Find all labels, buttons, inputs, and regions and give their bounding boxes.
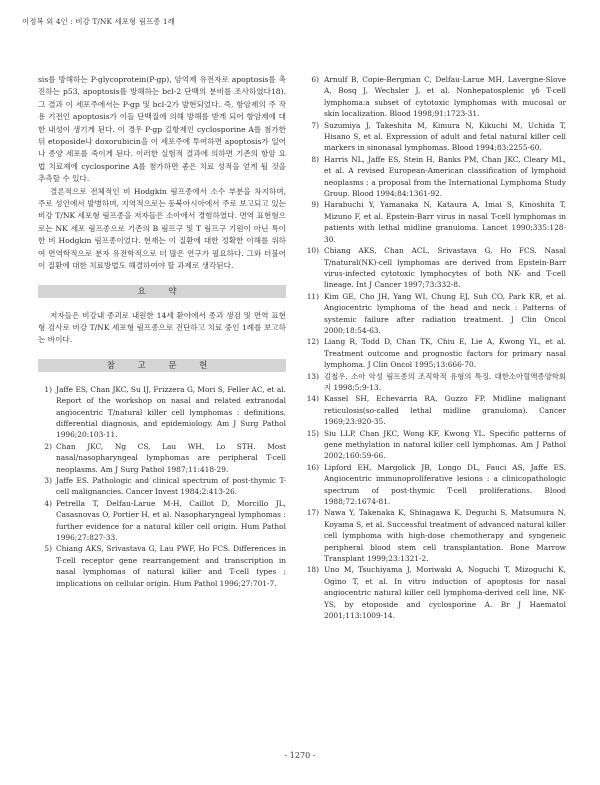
reference-number: 5) — [44, 544, 52, 554]
reference-text: Kassel SH, Echevarria RA, Guzzo FP. Midline malignant reticulosis(so-called lethal midline granuloma). Cancer 1969;23:920-35. — [324, 394, 566, 427]
reference-number: 9) — [311, 200, 319, 210]
reference-number: 11) — [306, 291, 319, 301]
reference-item — [38, 475, 286, 498]
reference-item — [304, 120, 566, 154]
reference-text: Kim GE, Cho JH, Yang WI, Chung EJ, Suh CO, Park KR, et al. Angiocentric lymphoma of the head and neck : Patterns of systemic failure after radiation treatment. J Clin Oncol 2000;18:54-63. — [324, 291, 566, 335]
reference-number: 17) — [306, 508, 319, 518]
reference-item — [304, 393, 566, 427]
reference-item — [38, 498, 286, 544]
running-header: 이정복 외 4인 : 비강 T/NK 세포형 림프종 1례 — [22, 17, 175, 26]
reference-number: 7) — [311, 120, 319, 130]
reference-number: 1) — [44, 384, 52, 394]
reference-number: 2) — [44, 441, 52, 451]
reference-item — [304, 199, 566, 245]
summary-text: 저자들은 비강내 종괴로 내원한 14세 환아에서 종괴 생검 및 면역 표현형 검사로 비강 T/NK 세포형 림프종으로 진단하고 치료 중인 1례를 보고하는 바이다. — [38, 310, 286, 345]
reference-item — [304, 154, 566, 200]
reference-item — [304, 507, 566, 564]
reference-number: 13) — [306, 371, 319, 381]
left-column — [38, 74, 286, 589]
reference-item — [38, 543, 286, 589]
reference-item — [38, 441, 286, 475]
reference-number: 4) — [44, 498, 52, 508]
reference-text: Liang R, Todd D, Chan TK, Chiu E, Lie A, Kwong YL, et al. Treatment outcome and prognostic factors for primary nasal lymphoma. J Clin Oncol 1995;13:666-70. — [324, 337, 566, 370]
reference-number: 15) — [306, 428, 319, 438]
reference-item — [304, 336, 566, 370]
reference-number: 10) — [306, 246, 319, 256]
reference-item — [304, 291, 566, 337]
reference-number: 8) — [311, 154, 319, 164]
reference-number: 3) — [44, 475, 52, 485]
reference-item — [304, 428, 566, 462]
reference-text: Suzumiya J, Takeshita M, Kimura N, Kikuchi M, Uchida T, Hisano S, et al. Expression of adult and fetal natural killer cell markers in sinonasal lymphomas. Blood 1994;83:2255-60. — [324, 120, 566, 153]
reference-text: Chan JKC, Ng CS, Lau WH, Lo STH. Most nasal/nasopharyngeal lymphomas are peripheral T-cell neoplasms. Am J Surg Pathol 1987;11:418-29. — [56, 441, 286, 474]
reference-text: Uno M, Tsuchiyama J, Moriwaki A, Noguchi T, Mizoguchi K, Ogino T, et al. In vitro induction of apoptosis for nasal angiocentric natural killer cell lymphoma-derived cell line, NK-YS, by etoposide and cyclosporine A. Br J Haematol 2001;113:1009-14. — [324, 565, 566, 621]
reference-text: Chiang AKS, Chan ACL, Srivastava G, Ho FCS. Nasal T/natural(NK)-cell lymphomas are derived from Epstein-Barr virus-infected cytotoxic lymphocytes of both NK- and T-cell lineage. Int J Cancer 1997;73:332-8. — [324, 246, 566, 290]
reference-number: 16) — [306, 462, 319, 472]
body-paragraph: sis를 방해하는 P-glycoprotein(P-gp), 암억제 유전자로 apoptosis를 촉진하는 p53, apoptosis를 방해하는 bcl-2 단백의 분비를 조사하였다18). 그 결과 이 세포주에서는 P-gp 및 bcl-2가 발현되었다. 즉, 항암제의 주 작용 기전인 apoptosis가 이들 단백질에 의해 방해를 받게 되어 항암제에 대한 내성이 생기게 된다. 이 경우 P-gp 길항제인 cyclosporine A를 첨가한 뒤 etoposide나 doxorubicin을 이 세포주에 투여하면 apoptosis가 일어나 종양 세포를 죽이게 된다. 이러한 실험적 결과에 의하면 기존의 항암 요법 치료제에 cyclosporine A를 첨가하면 좋은 치료 성적을 얻게 될 것을 추측할 수 있다. — [38, 75, 286, 184]
reference-item — [304, 74, 566, 120]
right-column — [304, 74, 566, 622]
reference-text: Harabuchi Y, Yamanaka N, Kataura A, Imai S, Kinoshita T, Mizuno F, et al. Epstein-Barr virus in nasal T-cell lymphomas in patients with lethal midline granuloma. Lancet 1990;335:128-30. — [324, 200, 566, 244]
reference-text: Petrella T, Delfau-Larue M-H, Caillot D, Morcillo JL, Casasnovas O, Portier H, et al. Nasopharyngeal lymphomas : further evidence for a natural killer cell origin. Hum Pathol 1996;27:827-33. — [56, 498, 286, 542]
reference-item — [304, 245, 566, 291]
reference-item — [304, 462, 566, 508]
reference-item — [38, 384, 286, 441]
page-number: - 1270 - — [284, 751, 316, 760]
reference-text: Jaffe ES, Chan JKC, Su IJ, Frizzera G, Mori S, Feller AC, et al. Report of the workshop on nasal and related extranodal angiocentric T/natural killer cell lymphomas : definitions, differential diagnosis, and epidemiology. Am J Surg Pathol 1996;20:103-11. — [56, 384, 286, 440]
reference-text: Jaffe ES. Pathologic and clinical spectrum of post-thymic T-cell malignancies. Cancer Invest 1984;2:413-26. — [56, 475, 286, 497]
reference-number: 14) — [306, 394, 319, 404]
summary-heading: 요 약 — [38, 285, 286, 298]
reference-number: 12) — [306, 337, 319, 347]
references-heading: 참 고 문 헌 — [38, 359, 286, 372]
reference-text: Chiang AKS, Srivastava G, Lau PWF, Ho FCS. Differences in T-cell receptor gene rearrangement and transcription in nasal lymphomas of natural killer and T-cell types : implications on cellular origin. Hum Pathol 1996;27:701-7. — [56, 544, 286, 588]
reference-item — [304, 564, 566, 621]
reference-text: Harris NL, Jaffe ES, Stein H, Banks PM, Chan JKC, Cleary ML, et al. A revised European-American classification of lymphoid neoplasms : a proposal from the International Lymphoma Study Group. Blood 1994;84:1361-92. — [324, 154, 566, 199]
reference-item — [304, 371, 566, 394]
reference-text: Nawa Y, Takenaka K, Shinagawa K, Deguchi S, Matsumura N, Koyama S, et al. Successful treatment of advanced natural killer cell lymphoma with high-dose chemotherapy and syngeneic peripheral blood stem cell transplantation. Bone Marrow Transplant 1999;23:1321-2. — [324, 508, 566, 564]
reference-text: 김철우. 소아 악성 림프종의 조직학적 유형의 특징. 대한소아혈액종양학회지 1998;5:9-13. — [324, 371, 566, 392]
reference-text: Arnulf B, Copie-Bergman C, Delfau-Larue MH, Lavergne-Slove A, Bosq J, Wechsler J, et al. Nonhepatosplenic γδ T-cell lymphoma:a subset of cytotoxic lymphomas with mucosal or skin localization. Blood 1998;91:1723-31. — [324, 75, 566, 119]
body-paragraph: 결론적으로 전체적인 비 Hodgkin 림프종에서 소수 부분을 차지하며, 주로 성인에서 발병하며, 지역적으로는 동북아시아에서 주로 보고되고 있는 비강 T/NK 세포형 림프종을 저자들은 소아에서 경험하였다. 면역 표현형으로는 NK 세포 림프종으로 기존의 B 림프구 및 T 림프구 기원이 아닌 특이한 비 Hodgkin 림프종이었다. 현재는 이 질환에 대한 정확한 이해를 위하여 면역학적으로 분자 유전학적으로 더 많은 연구가 필요하다. 그와 더불어 이 질환에 대한 치료방법도 해결하여야 할 과제로 생각된다. — [38, 186, 286, 271]
reference-number: 6) — [311, 75, 319, 84]
reference-number: 18) — [306, 565, 319, 575]
reference-text: Lipford EH, Margolick JB, Longo DL, Fauci AS, Jaffe ES. Angiocentric immunoproliferative lesions : a clinicopathologic spectrum of post-thymic T-cell proliferations. Blood 1988;72:1674-81. — [324, 462, 566, 507]
reference-text: Siu LLP, Chan JKC, Wong KF, Kwong YL. Specific patterns of gene methylation in natural killer cell lymphomas. Am J Pathol 2002;160:59-66. — [324, 428, 566, 461]
